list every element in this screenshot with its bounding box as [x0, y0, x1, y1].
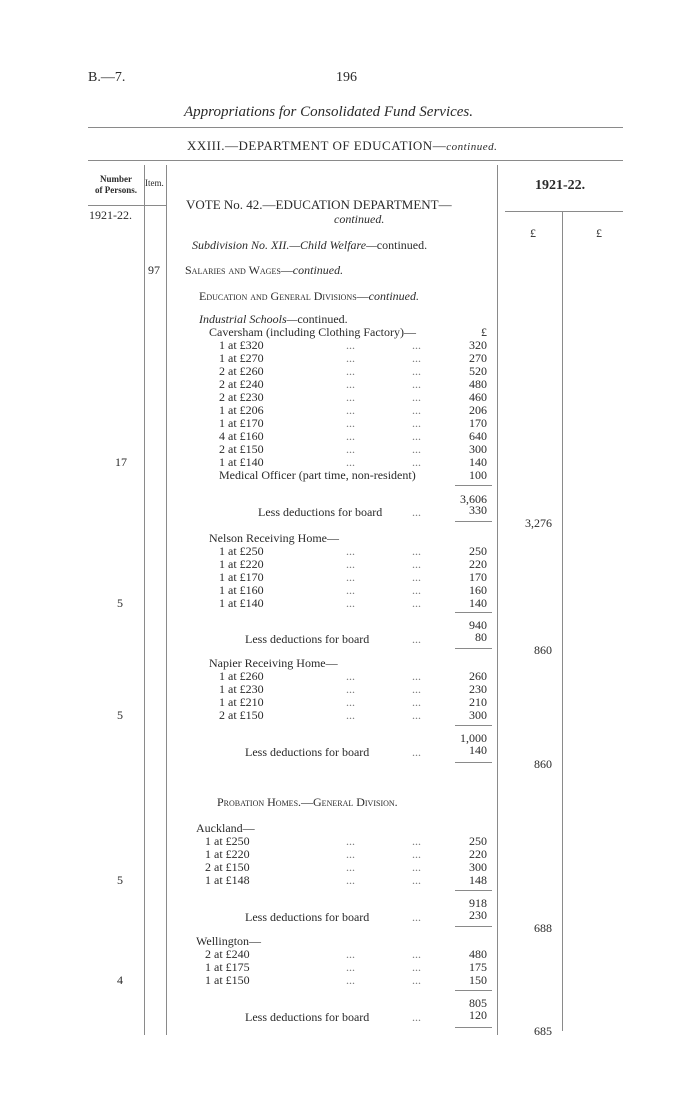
leader-dots: ... — [412, 416, 421, 430]
row-label: 1 at £148 — [205, 873, 250, 887]
header-rule — [88, 127, 623, 128]
leader-dots: ... — [346, 860, 355, 874]
subtotal-rule — [455, 890, 492, 891]
row-label: 2 at £260 — [219, 364, 264, 378]
leader-dots: ... — [346, 960, 355, 974]
row-label: 2 at £150 — [219, 442, 264, 456]
leader-dots: ... — [346, 583, 355, 597]
wellington-less-value: 120 — [469, 1008, 487, 1022]
row-label: 4 at £160 — [219, 429, 264, 443]
amount-divider-line — [562, 211, 563, 1031]
leader-dots: ... — [412, 442, 421, 456]
leader-dots: ... — [346, 557, 355, 571]
industrial-text: Industrial Schools— — [199, 312, 298, 326]
row-value: 320 — [469, 338, 487, 352]
item-header-rule — [144, 205, 166, 206]
caversham-subtotal: 3,606 — [460, 492, 487, 506]
leader-dots: ... — [346, 695, 355, 709]
subtotal-rule — [455, 725, 492, 726]
leader-dots: ... — [412, 960, 421, 974]
leader-dots: ... — [412, 695, 421, 709]
auckland-less: Less deductions for board — [245, 910, 370, 924]
salaries-text: Salaries and Wages— — [185, 263, 293, 277]
leader-dots: ... — [346, 947, 355, 961]
row-label: 1 at £150 — [205, 973, 250, 987]
divisions-text: Education and General Divisions— — [199, 289, 369, 303]
leader-dots: ... — [412, 947, 421, 961]
col-number-label-2: of Persons. — [95, 185, 137, 195]
leader-dots: ... — [412, 570, 421, 584]
row-value: 230 — [469, 682, 487, 696]
page-number: 196 — [336, 70, 357, 85]
leader-dots: ... — [412, 860, 421, 874]
row-value: 160 — [469, 583, 487, 597]
vote-continued: continued. — [334, 212, 385, 226]
row-value: 520 — [469, 364, 487, 378]
leader-dots: ... — [346, 669, 355, 683]
salaries-heading — [185, 263, 343, 278]
leader-dots: ... — [412, 505, 421, 519]
leader-dots: ... — [346, 455, 355, 469]
leader-dots: ... — [346, 596, 355, 610]
amount-header-rule — [505, 211, 623, 212]
item-column-line — [144, 165, 145, 1035]
leader-dots: ... — [412, 973, 421, 987]
row-value: 206 — [469, 403, 487, 417]
leader-dots: ... — [346, 708, 355, 722]
department-suffix: continued. — [446, 141, 498, 153]
nelson-less: Less deductions for board — [245, 632, 370, 646]
leader-dots: ... — [412, 834, 421, 848]
row-value: 220 — [469, 557, 487, 571]
caversham-name: Caversham (including Clothing Factory)— — [209, 325, 416, 339]
row-value: 170 — [469, 570, 487, 584]
auckland-net: 688 — [534, 921, 552, 935]
table-top-rule — [88, 160, 623, 161]
caversham-medical-value: 100 — [469, 468, 487, 482]
napier-name: Napier Receiving Home— — [209, 656, 338, 670]
leader-dots: ... — [346, 351, 355, 365]
leader-dots: ... — [412, 377, 421, 391]
net-rule — [455, 521, 492, 522]
leader-dots: ... — [346, 544, 355, 558]
row-value: 460 — [469, 390, 487, 404]
caversham-net: 3,276 — [525, 516, 552, 530]
salaries-suffix: continued. — [292, 263, 344, 277]
auckland-persons: 5 — [117, 873, 123, 887]
row-label: 2 at £150 — [219, 708, 264, 722]
row-value: 140 — [469, 596, 487, 610]
leader-dots: ... — [346, 847, 355, 861]
leader-dots: ... — [346, 416, 355, 430]
leader-dots: ... — [346, 973, 355, 987]
leader-dots: ... — [412, 682, 421, 696]
wellington-name: Wellington— — [196, 934, 262, 948]
napier-less: Less deductions for board — [245, 745, 370, 759]
row-value: 250 — [469, 834, 487, 848]
leader-dots: ... — [346, 570, 355, 584]
industrial-suffix: continued. — [297, 312, 348, 326]
leader-dots: ... — [412, 910, 421, 924]
leader-dots: ... — [412, 403, 421, 417]
subdivision-text: Subdivision No. XII.—Child Welfare— — [192, 238, 377, 252]
napier-net: 860 — [534, 757, 552, 771]
leader-dots: ... — [346, 442, 355, 456]
leader-dots: ... — [412, 390, 421, 404]
caversham-medical: Medical Officer (part time, non-resident) — [219, 468, 416, 482]
row-value: 220 — [469, 847, 487, 861]
row-label: 1 at £206 — [219, 403, 264, 417]
probation-heading: Probation Homes.—General Division. — [217, 795, 398, 809]
leader-dots: ... — [412, 544, 421, 558]
leader-dots: ... — [412, 847, 421, 861]
leader-dots: ... — [346, 338, 355, 352]
col-number-label-1: Number — [100, 174, 132, 184]
col-item: Item. — [145, 178, 164, 188]
wellington-persons: 4 — [117, 973, 123, 987]
leader-dots: ... — [412, 745, 421, 759]
leader-dots: ... — [412, 455, 421, 469]
row-label: 1 at £210 — [219, 695, 264, 709]
leader-dots: ... — [346, 390, 355, 404]
subdivision-suffix: continued. — [376, 238, 428, 252]
row-label: 1 at £170 — [219, 570, 264, 584]
row-label: 1 at £250 — [205, 834, 250, 848]
leader-dots: ... — [412, 596, 421, 610]
subtotal-rule — [455, 485, 492, 486]
napier-persons: 5 — [117, 708, 123, 722]
report-code: B.—7. — [88, 70, 126, 85]
row-label: 1 at £175 — [205, 960, 250, 974]
divisions-suffix: continued. — [368, 289, 419, 303]
row-value: 148 — [469, 873, 487, 887]
row-value: 640 — [469, 429, 487, 443]
leader-dots: ... — [412, 351, 421, 365]
row-value: 175 — [469, 960, 487, 974]
row-value: 300 — [469, 442, 487, 456]
subtotal-rule — [455, 612, 492, 613]
amount-column-line — [497, 165, 498, 1035]
row-label: 2 at £230 — [219, 390, 264, 404]
divisions-heading — [199, 289, 419, 304]
row-value: 270 — [469, 351, 487, 365]
page-title: Appropriations for Consolidated Fund Services. — [184, 104, 474, 120]
leader-dots: ... — [412, 873, 421, 887]
row-label: 1 at £230 — [219, 682, 264, 696]
napier-less-value: 140 — [469, 743, 487, 757]
caversham-less-value: 330 — [469, 503, 487, 517]
leader-dots: ... — [412, 364, 421, 378]
net-rule — [455, 648, 492, 649]
nelson-net: 860 — [534, 643, 552, 657]
row-value: 480 — [469, 377, 487, 391]
row-value: 480 — [469, 947, 487, 961]
leader-dots: ... — [412, 1010, 421, 1024]
col-number-persons — [90, 174, 142, 196]
wellington-less: Less deductions for board — [245, 1010, 370, 1024]
row-label: 2 at £150 — [205, 860, 250, 874]
col-year-right: 1921-22. — [535, 178, 586, 193]
row-label: 1 at £320 — [219, 338, 264, 352]
item-number: 97 — [148, 263, 160, 277]
leader-dots: ... — [346, 873, 355, 887]
net-rule — [455, 926, 492, 927]
auckland-less-value: 230 — [469, 908, 487, 922]
leader-dots: ... — [412, 338, 421, 352]
row-label: 1 at £140 — [219, 596, 264, 610]
nelson-persons: 5 — [117, 596, 123, 610]
row-label: 1 at £260 — [219, 669, 264, 683]
vote-heading: VOTE No. 42.—EDUCATION DEPARTMENT— — [186, 197, 452, 212]
nelson-name: Nelson Receiving Home— — [209, 531, 339, 545]
row-value: 210 — [469, 695, 487, 709]
wellington-net: 685 — [534, 1024, 552, 1038]
leader-dots: ... — [346, 682, 355, 696]
subdivision — [192, 238, 427, 253]
net-rule — [455, 1027, 492, 1028]
auckland-name: Auckland— — [196, 821, 255, 835]
department-text: XXIII.—DEPARTMENT OF EDUCATION— — [187, 138, 447, 153]
leader-dots: ... — [412, 632, 421, 646]
nelson-less-value: 80 — [475, 630, 487, 644]
row-label: 1 at £170 — [219, 416, 264, 430]
caversham-less: Less deductions for board — [258, 505, 383, 519]
row-label: 1 at £220 — [205, 847, 250, 861]
row-value: 170 — [469, 416, 487, 430]
text-column-line — [166, 165, 167, 1035]
leader-dots: ... — [346, 834, 355, 848]
persons-header-rule — [88, 205, 144, 206]
row-label: 1 at £160 — [219, 583, 264, 597]
row-label: 1 at £250 — [219, 544, 264, 558]
auckland-subtotal: 918 — [469, 896, 487, 910]
napier-subtotal: 1,000 — [460, 731, 487, 745]
row-value: 260 — [469, 669, 487, 683]
department-heading — [187, 138, 497, 154]
nelson-subtotal: 940 — [469, 618, 487, 632]
row-label: 1 at £220 — [219, 557, 264, 571]
wellington-subtotal: 805 — [469, 996, 487, 1010]
leader-dots: ... — [346, 429, 355, 443]
leader-dots: ... — [346, 364, 355, 378]
leader-dots: ... — [412, 669, 421, 683]
leader-dots: ... — [412, 429, 421, 443]
row-label: 2 at £240 — [205, 947, 250, 961]
leader-dots: ... — [412, 708, 421, 722]
col-pound-right: £ — [596, 226, 602, 240]
leader-dots: ... — [412, 583, 421, 597]
row-value: 300 — [469, 860, 487, 874]
col-year-left: 1921-22. — [89, 208, 132, 222]
leader-dots: ... — [412, 557, 421, 571]
row-value: 250 — [469, 544, 487, 558]
row-value: 140 — [469, 455, 487, 469]
subtotal-rule — [455, 990, 492, 991]
row-label: 1 at £140 — [219, 455, 264, 469]
net-rule — [455, 762, 492, 763]
caversham-pound: £ — [481, 325, 487, 339]
leader-dots: ... — [346, 403, 355, 417]
row-value: 150 — [469, 973, 487, 987]
col-pound-left: £ — [530, 226, 536, 240]
row-value: 300 — [469, 708, 487, 722]
row-label: 1 at £270 — [219, 351, 264, 365]
row-label: 2 at £240 — [219, 377, 264, 391]
leader-dots: ... — [346, 377, 355, 391]
caversham-persons: 17 — [115, 455, 127, 469]
